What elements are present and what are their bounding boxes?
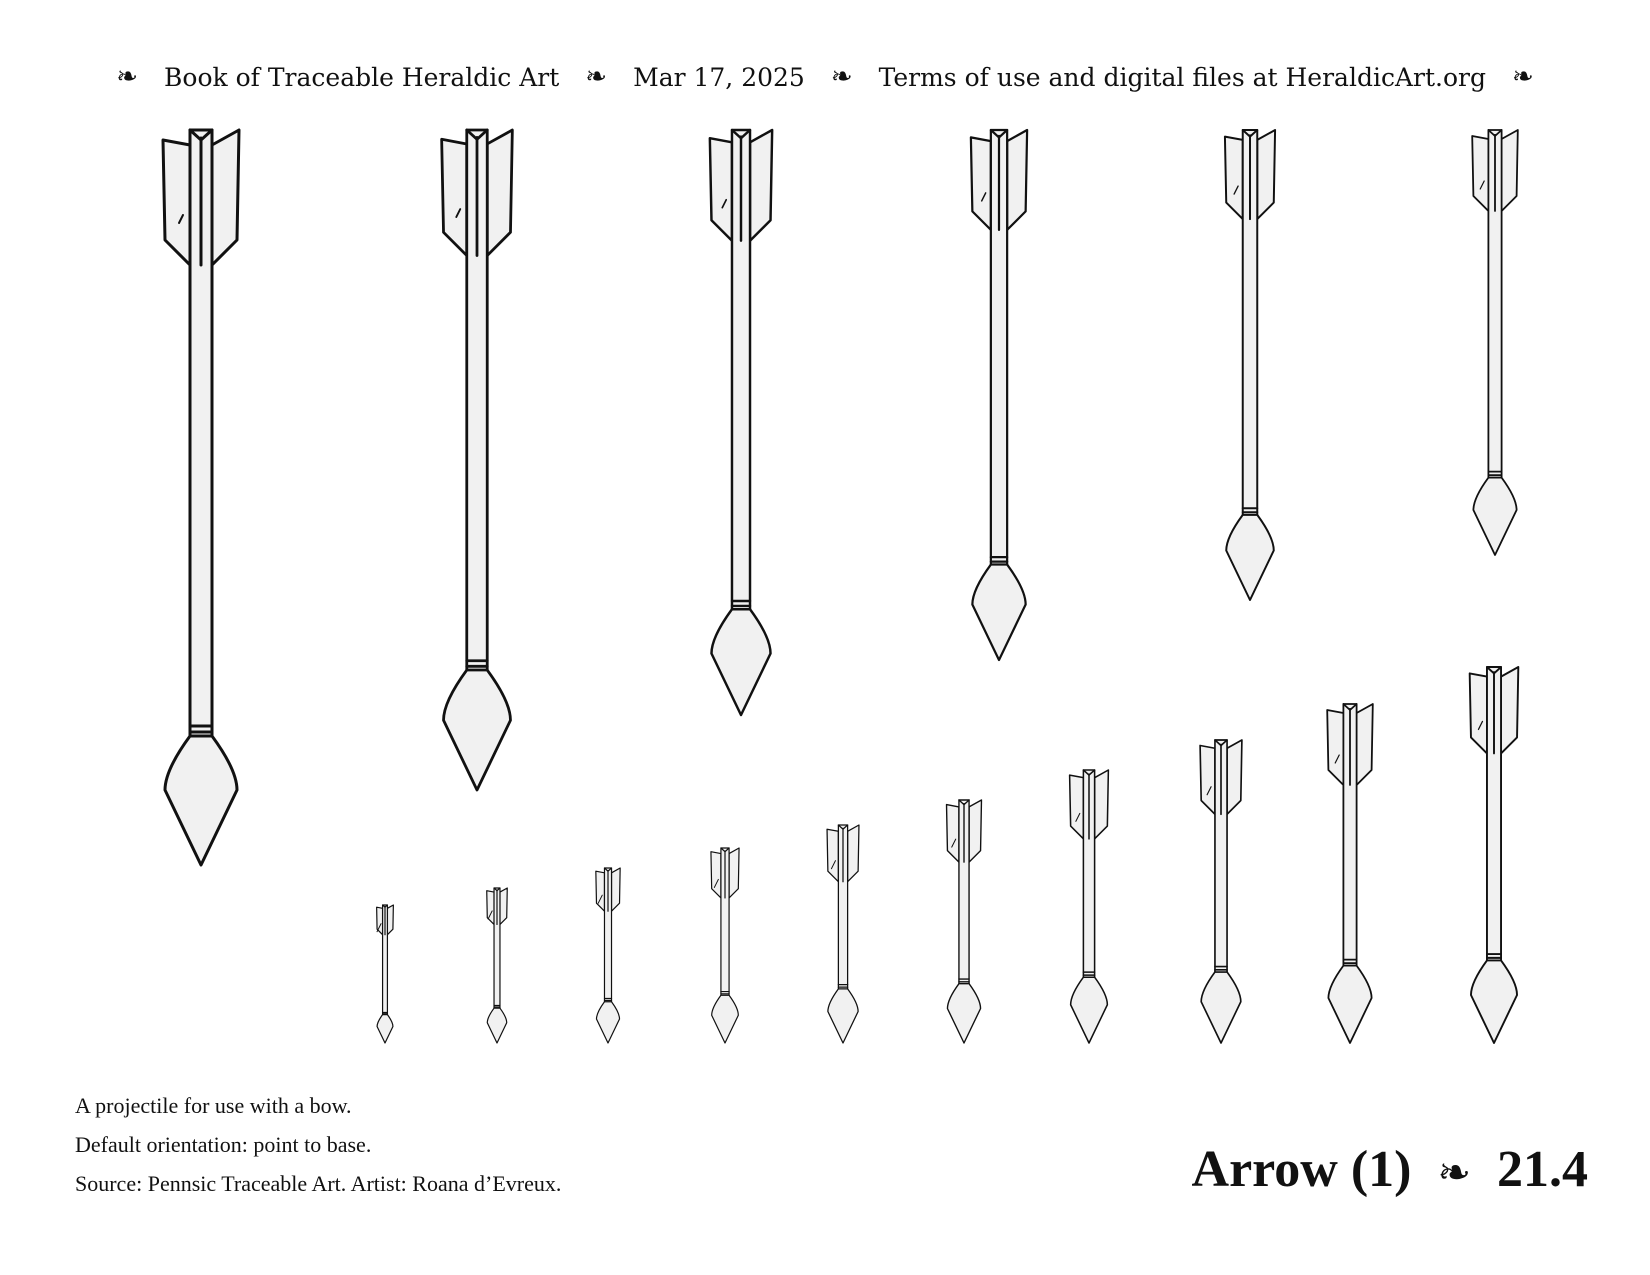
description-line: A projectile for use with a bow.: [75, 1093, 352, 1118]
arrow-icon: [1070, 770, 1109, 1043]
fleuron-ornament: ❧: [830, 62, 853, 92]
arrow-icon: [1225, 130, 1275, 600]
arrow-icon: [710, 130, 772, 715]
arrow-icon: [377, 905, 394, 1043]
orientation-line: Default orientation: point to base.: [75, 1132, 372, 1157]
fleuron-ornament: ❧: [1511, 62, 1534, 92]
arrow-icon: [1472, 130, 1518, 555]
arrow-icon: [487, 888, 508, 1043]
arrow-icon: [827, 825, 859, 1043]
plate-title: Arrow (1): [1191, 1141, 1412, 1198]
arrow-icon: [596, 868, 620, 1043]
plate-number: 21.4: [1497, 1141, 1588, 1198]
fleuron-ornament: ❧: [1437, 1150, 1471, 1195]
arrow-icon: [163, 130, 239, 865]
arrow-icon: [711, 848, 739, 1043]
book-title: Book of Traceable Heraldic Art: [164, 62, 560, 92]
arrow-icon: [1327, 704, 1373, 1043]
arrow-icon: [1470, 667, 1519, 1043]
arrow-icon: [1200, 740, 1242, 1043]
arrow-icon: [947, 800, 982, 1043]
arrow-icon: [442, 130, 513, 790]
plate-label: [1192, 1140, 1588, 1199]
description-block: [75, 1086, 561, 1203]
fleuron-ornament: ❧: [116, 62, 139, 92]
header-date: Mar 17, 2025: [633, 62, 805, 92]
terms-link-text: Terms of use and digital files at HeraldicArt.org: [878, 62, 1486, 92]
arrow-icon: [971, 130, 1027, 660]
fleuron-ornament: ❧: [585, 62, 608, 92]
source-line: Source: Pennsic Traceable Art. Artist: Roana d’Evreux.: [75, 1171, 562, 1196]
